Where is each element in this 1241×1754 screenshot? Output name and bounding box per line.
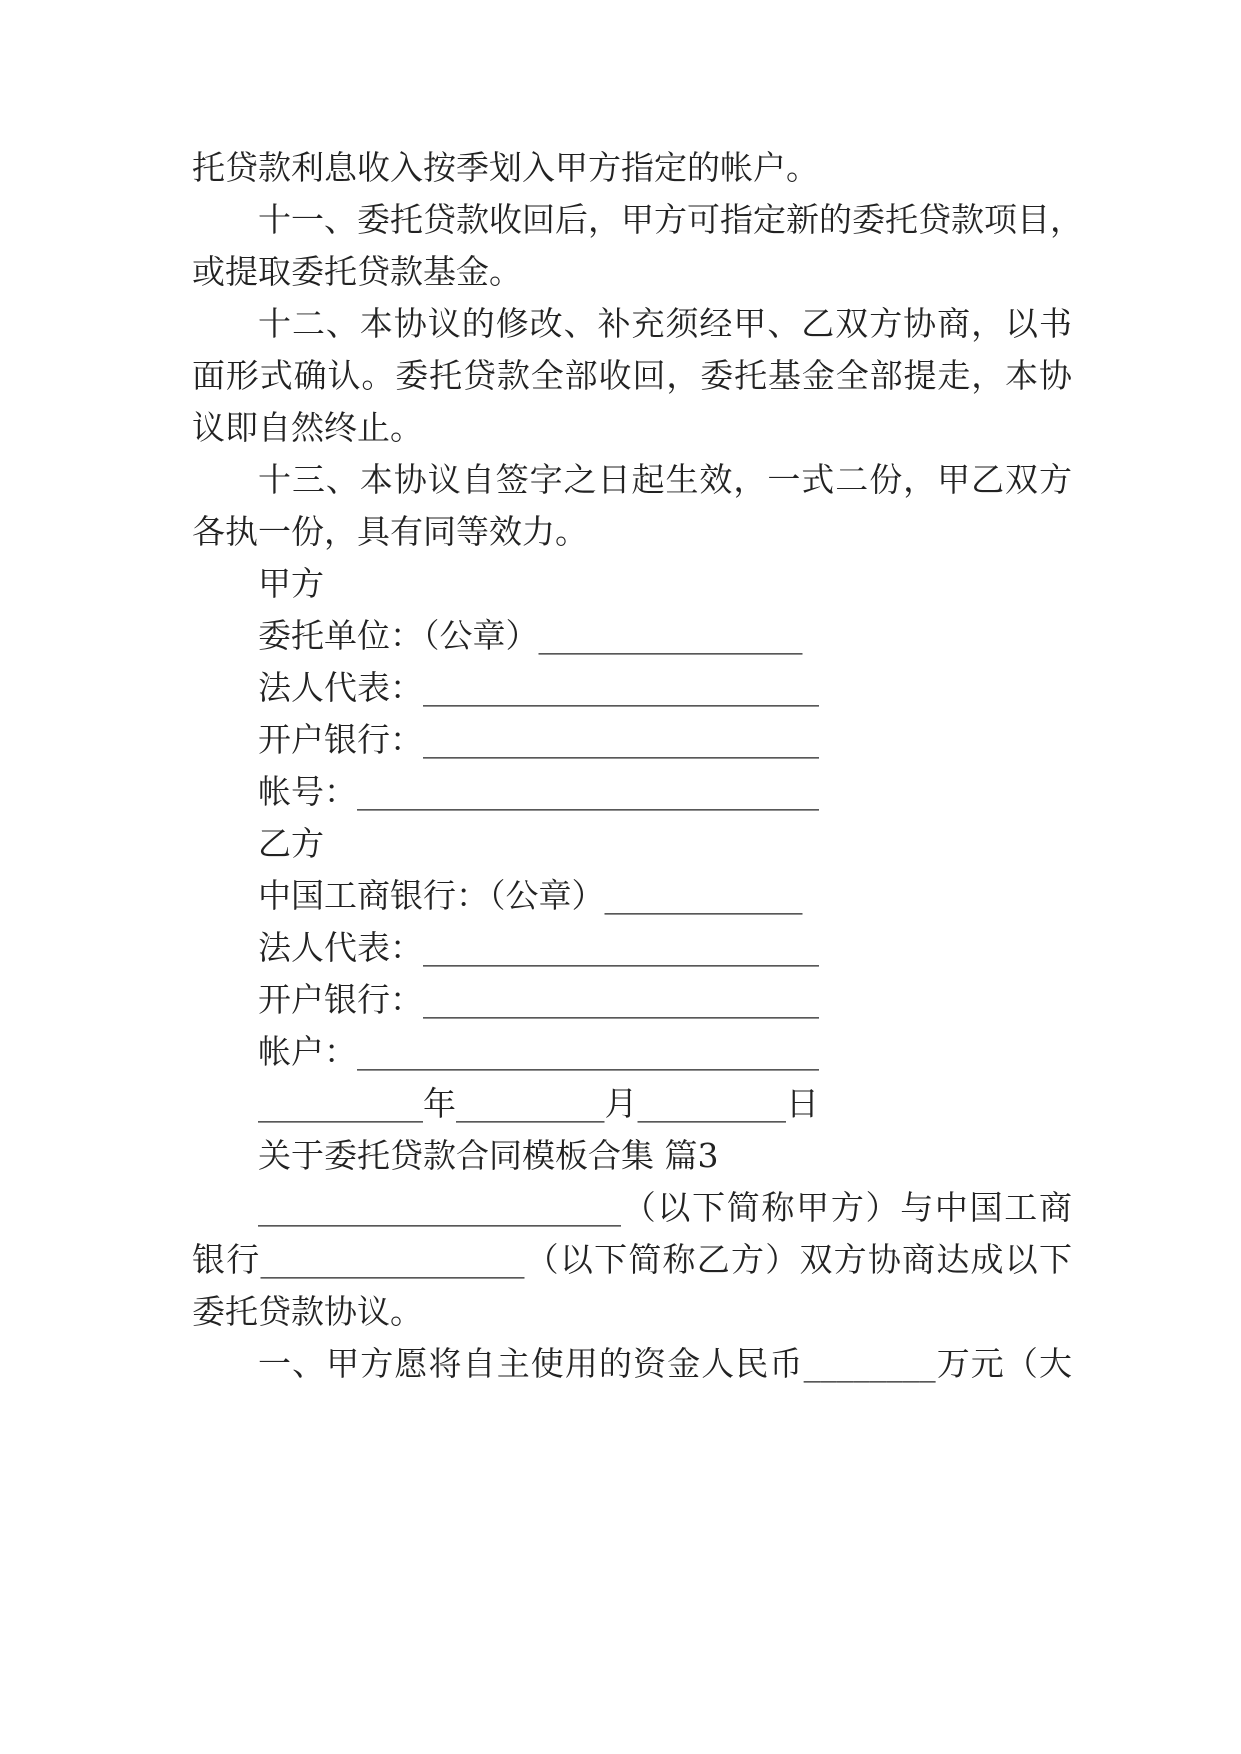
signature-field: 法人代表：________________________ [258, 928, 819, 967]
text-line: 十一、委托贷款收回后，甲方可指定新的委托贷款项目， [258, 200, 1083, 239]
text-line: 托贷款利息收入按季划入甲方指定的帐户。 [192, 148, 819, 187]
signature-field: 中国工商银行：（公章）____________ [258, 876, 803, 915]
signature-field: 开户银行：________________________ [258, 980, 819, 1019]
text-line: 一、甲方愿将自主使用的资金人民币________万元（大 [258, 1344, 1072, 1383]
text-line: 议即自然终止。 [192, 408, 423, 447]
signature-field: 委托单位：（公章）________________ [258, 616, 803, 655]
party-b-heading: 乙方 [258, 824, 324, 863]
signature-field: 开户银行：________________________ [258, 720, 819, 759]
text-line: 十三、本协议自签字之日起生效，一式二份，甲乙双方 [258, 460, 1072, 499]
text-line: ______________________（以下简称甲方）与中国工商 [258, 1188, 1072, 1227]
text-line: 委托贷款协议。 [192, 1292, 423, 1331]
date-line: __________年_________月_________日 [258, 1084, 819, 1123]
text-line: 十二、本协议的修改、补充须经甲、乙双方协商，以书 [258, 304, 1072, 343]
text-line: 面形式确认。委托贷款全部收回，委托基金全部提走，本协 [192, 356, 1072, 395]
signature-field: 法人代表：________________________ [258, 668, 819, 707]
section-heading: 关于委托贷款合同模板合集 篇3 [258, 1136, 719, 1175]
text-line: 各执一份，具有同等效力。 [192, 512, 588, 551]
party-a-heading: 甲方 [258, 564, 324, 603]
text-line: 银行________________（以下简称乙方）双方协商达成以下 [192, 1240, 1072, 1279]
signature-field: 帐号：____________________________ [258, 772, 819, 811]
signature-field: 帐户：____________________________ [258, 1032, 819, 1071]
text-line: 或提取委托贷款基金。 [192, 252, 522, 291]
